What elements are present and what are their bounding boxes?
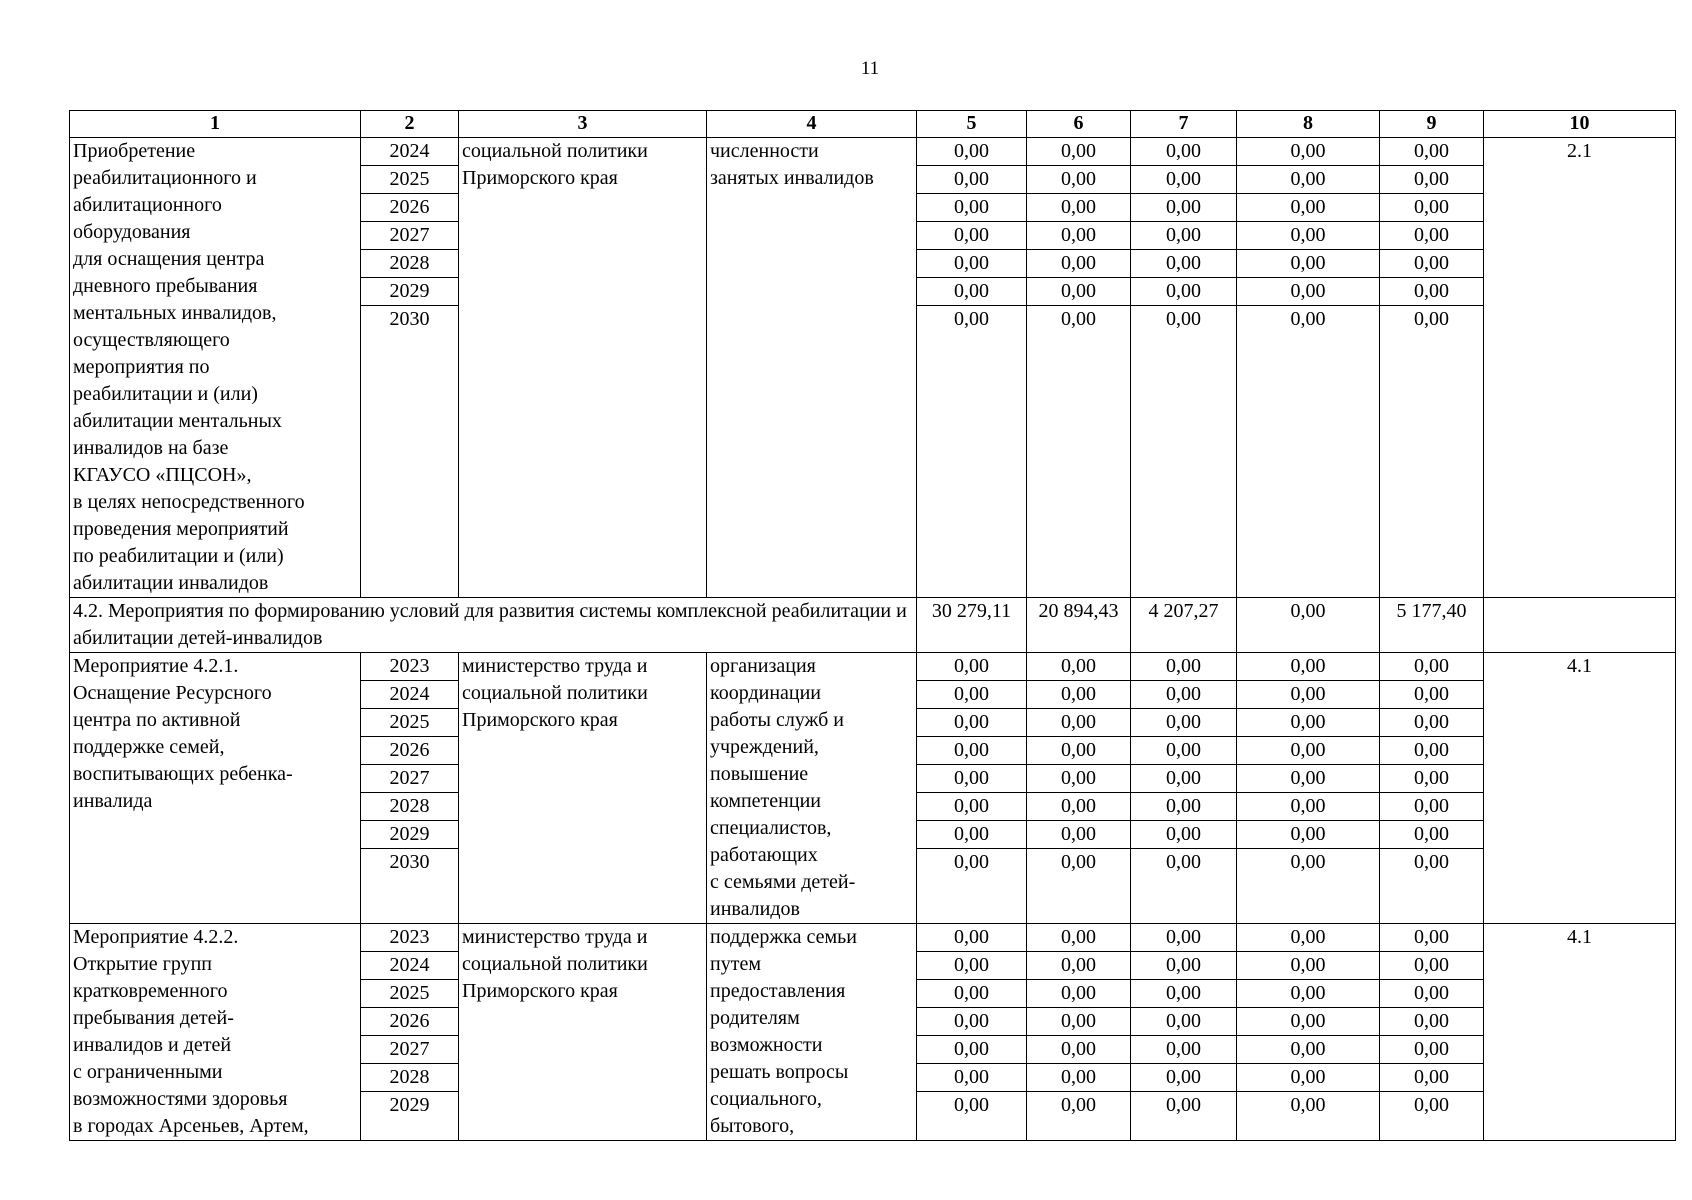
activity-row [70,653,1676,924]
text-line: возможности [710,1034,823,1056]
text-line: численности [710,140,819,162]
amount-value: 0,00 [1290,1094,1326,1116]
year-value: 2023 [361,924,458,952]
column-header: 3 [459,111,707,138]
text-line: центра по активной [73,709,241,731]
year-value: 2026 [361,194,458,222]
text-line: инвалидов и детей [73,1034,232,1056]
amount-value: 0,00 [917,222,1026,250]
text-line: путем [710,953,761,975]
amount-value: 0,00 [917,138,1026,166]
amount-value: 0,00 [1131,653,1236,681]
text-line: Оснащение Ресурсного [73,682,272,704]
column-header: 6 [1027,111,1131,138]
section-total-7: 4 207,27 [1131,598,1237,653]
year-value: 2025 [361,980,458,1008]
text-line: министерство труда и [462,926,648,948]
amount-value: 0,00 [1131,952,1236,980]
amount-value: 0,00 [1131,194,1236,222]
indicator-code: 4.1 [1484,653,1676,924]
amount-value: 0,00 [917,821,1026,849]
amount-value: 0,00 [917,1008,1026,1036]
amount-value: 0,00 [1027,952,1130,980]
amount-value: 0,00 [917,737,1026,765]
section-total-6: 20 894,43 [1027,598,1131,653]
amount-value: 0,00 [917,952,1026,980]
text-line: осуществляющего [73,329,230,351]
text-line: реабилитационного и [73,167,257,189]
amount-value: 0,00 [1380,653,1483,681]
executor [459,924,707,1141]
amount-value: 0,00 [1380,250,1483,278]
amount-value: 0,00 [1027,737,1130,765]
amount-value: 0,00 [1380,924,1483,952]
year-value: 2029 [361,278,458,306]
amount-value: 0,00 [1380,821,1483,849]
text-line: решать вопросы [710,1061,849,1083]
amount-value: 0,00 [1027,980,1130,1008]
amount-value: 0,00 [917,709,1026,737]
year-value: 2024 [361,138,458,166]
amount-value: 0,00 [1027,1008,1130,1036]
text-line: Приморского края [462,980,618,1002]
amount-value: 0,00 [1027,653,1130,681]
text-line: предоставления [710,980,846,1002]
column-header: 5 [917,111,1027,138]
amount-value: 0,00 [1380,1008,1483,1036]
amount-value: 0,00 [1237,765,1379,793]
amount-value: 0,00 [1027,1036,1130,1064]
text-line: Приобретение [73,140,196,162]
amount-value: 0,00 [954,851,989,873]
amount-value: 0,00 [1131,1008,1236,1036]
text-line: инвалидов на базе [73,437,229,459]
amount-value: 0,00 [1237,250,1379,278]
amount-value: 0,00 [1380,166,1483,194]
amount-value: 0,00 [1131,1036,1236,1064]
amount-value: 0,00 [1237,709,1379,737]
amount-value: 0,00 [1380,793,1483,821]
text-line: КГАУСО «ПЦСОН», [73,464,252,486]
text-line: министерство труда и [462,655,648,677]
year-value: 2026 [361,737,458,765]
amount-value: 0,00 [1166,308,1201,330]
amount-value: 0,00 [1380,737,1483,765]
text-line: поддержке семей, [73,736,225,758]
amount-value: 0,00 [1380,194,1483,222]
funding-col-8 [1237,138,1380,598]
funding-col-7 [1131,924,1237,1141]
amount-value: 0,00 [1027,1064,1130,1092]
amount-value: 0,00 [1380,681,1483,709]
funding-col-5 [917,924,1027,1141]
amount-value: 0,00 [1131,681,1236,709]
amount-value: 0,00 [1237,1036,1379,1064]
amount-value: 0,00 [917,1064,1026,1092]
column-header: 2 [361,111,459,138]
amount-value: 0,00 [1380,1064,1483,1092]
executor [459,138,707,598]
amount-value: 0,00 [917,278,1026,306]
amount-value: 0,00 [1131,737,1236,765]
year-value: 2024 [361,952,458,980]
amount-value: 0,00 [917,681,1026,709]
amount-value: 0,00 [1237,924,1379,952]
amount-value: 0,00 [1237,821,1379,849]
amount-value: 0,00 [1061,1094,1096,1116]
amount-value: 0,00 [1061,308,1096,330]
amount-value: 0,00 [917,250,1026,278]
text-line: абилитации ментальных [73,410,282,432]
amount-value: 0,00 [1131,222,1236,250]
text-line: социальной политики [462,682,648,704]
amount-value: 0,00 [1061,851,1096,873]
text-line: с ограниченными [73,1061,223,1083]
section-row [70,598,1676,653]
year-value: 2025 [361,709,458,737]
amount-value: 0,00 [1027,793,1130,821]
amount-value: 0,00 [1131,709,1236,737]
column-header: 4 [707,111,917,138]
text-line: социальной политики [462,953,648,975]
text-line: социальной политики [462,140,648,162]
amount-value: 0,00 [917,924,1026,952]
column-header: 8 [1237,111,1380,138]
amount-value: 0,00 [954,308,989,330]
text-line: поддержка семьи [710,926,857,948]
amount-value: 0,00 [1380,278,1483,306]
text-line: с семьями детей- [710,871,856,893]
column-header: 1 [70,111,361,138]
amount-value: 0,00 [917,194,1026,222]
text-line: инвалидов [710,898,800,920]
activity-name [70,138,361,598]
amount-value: 0,00 [1131,924,1236,952]
amount-value: 0,00 [1237,793,1379,821]
column-header: 7 [1131,111,1237,138]
amount-value: 0,00 [917,980,1026,1008]
text-line: Мероприятие 4.2.2. [73,926,239,948]
amount-value: 0,00 [1237,1008,1379,1036]
amount-value: 0,00 [1237,737,1379,765]
amount-value: 0,00 [1237,278,1379,306]
text-line: организация [710,655,816,677]
amount-value: 0,00 [1027,924,1130,952]
text-line: учреждений, [710,736,819,758]
amount-value: 0,00 [1027,278,1130,306]
year-value: 2025 [361,166,458,194]
amount-value: 0,00 [1414,851,1449,873]
text-line: реабилитации и (или) [73,383,258,405]
activity-row [70,924,1676,1141]
text-line: повышение [710,763,809,785]
indicator-code: 4.1 [1484,924,1676,1141]
amount-value: 0,00 [1131,980,1236,1008]
year-value: 2028 [361,1064,458,1092]
activity-row [70,138,1676,598]
amount-value: 0,00 [1027,709,1130,737]
funding-col-8 [1237,924,1380,1141]
funding-col-9 [1380,653,1484,924]
expected-result [707,653,917,924]
funding-col-9 [1380,138,1484,598]
text-line: возможностями здоровья [73,1088,288,1110]
column-header: 9 [1380,111,1484,138]
amount-value: 0,00 [1131,166,1236,194]
year-value: 2027 [361,1036,458,1064]
text-line: бытового, [710,1115,795,1137]
activity-name [70,653,361,924]
amount-value: 0,00 [1027,821,1130,849]
amount-value: 0,00 [1027,166,1130,194]
amount-value: 0,00 [1027,681,1130,709]
amount-value: 0,00 [1290,851,1326,873]
amount-value: 0,00 [1131,278,1236,306]
text-line: дневного пребывания [73,275,258,297]
amount-value: 0,00 [1166,851,1201,873]
amount-value: 0,00 [1027,250,1130,278]
text-line: специалистов, [710,817,832,839]
amount-value: 0,00 [1027,194,1130,222]
text-line: Открытие групп [73,953,213,975]
funding-col-6 [1027,138,1131,598]
amount-value: 0,00 [917,793,1026,821]
amount-value: 0,00 [1380,765,1483,793]
amount-value: 0,00 [1380,980,1483,1008]
text-line: инвалида [73,790,153,812]
year-value: 2029 [389,1094,430,1116]
funding-col-8 [1237,653,1380,924]
text-line: работы служб и [710,709,844,731]
amount-value: 0,00 [954,1094,989,1116]
amount-value: 0,00 [1237,194,1379,222]
text-line: мероприятия по [73,356,210,378]
funding-col-7 [1131,138,1237,598]
text-line: абилитационного [73,194,222,216]
text-line: проведения мероприятий [73,518,289,540]
header-row [70,111,1676,138]
text-line: занятых инвалидов [710,167,874,189]
year-value: 2029 [361,821,458,849]
amount-value: 0,00 [917,1036,1026,1064]
text-line: воспитывающих ребенка- [73,763,293,785]
amount-value: 0,00 [1237,138,1379,166]
amount-value: 0,00 [1027,765,1130,793]
amount-value: 0,00 [1131,250,1236,278]
section-code [1484,598,1676,653]
amount-value: 0,00 [1380,952,1483,980]
text-line: для оснащения центра [73,248,265,270]
year-value: 2026 [361,1008,458,1036]
text-line: кратковременного [73,980,228,1002]
year-value: 2023 [361,653,458,681]
year-value: 2028 [361,793,458,821]
amount-value: 0,00 [1166,1094,1201,1116]
text-line: Мероприятие 4.2.1. [73,655,239,677]
section-total-8: 0,00 [1237,598,1380,653]
text-line: Приморского края [462,709,618,731]
section-title: 4.2. Мероприятия по формированию условий для развития системы комплексной реабилитации и абилитации детей-инвалидов [70,598,917,653]
amount-value: 0,00 [1290,308,1326,330]
program-table [69,110,1676,1141]
amount-value: 0,00 [1237,222,1379,250]
text-line: оборудования [73,221,191,243]
amount-value: 0,00 [1237,952,1379,980]
funding-col-7 [1131,653,1237,924]
year-value: 2030 [389,308,430,330]
amount-value: 0,00 [1380,138,1483,166]
amount-value: 0,00 [1237,653,1379,681]
executor [459,653,707,924]
year-list [361,924,459,1141]
funding-col-6 [1027,924,1131,1141]
text-line: в городах Арсеньев, Артем, [73,1115,309,1137]
year-value: 2028 [361,250,458,278]
amount-value: 0,00 [1027,222,1130,250]
amount-value: 0,00 [1380,709,1483,737]
text-line: социального, [710,1088,822,1110]
page-number: 11 [860,58,880,79]
amount-value: 0,00 [917,166,1026,194]
text-line: абилитации инвалидов [73,572,269,594]
amount-value: 0,00 [1237,681,1379,709]
amount-value: 0,00 [1414,308,1449,330]
amount-value: 0,00 [1131,765,1236,793]
funding-col-5 [917,138,1027,598]
text-line: работающих [710,844,818,866]
text-line: ментальных инвалидов, [73,302,277,324]
amount-value: 0,00 [917,653,1026,681]
year-list [361,653,459,924]
amount-value: 0,00 [1131,821,1236,849]
amount-value: 0,00 [1237,166,1379,194]
funding-col-5 [917,653,1027,924]
amount-value: 0,00 [1131,138,1236,166]
year-value: 2024 [361,681,458,709]
section-total-5: 30 279,11 [917,598,1027,653]
text-line: Приморского края [462,167,618,189]
amount-value: 0,00 [1131,1064,1236,1092]
amount-value: 0,00 [1380,1036,1483,1064]
year-value: 2027 [361,765,458,793]
expected-result [707,924,917,1141]
text-line: по реабилитации и (или) [73,545,284,567]
amount-value: 0,00 [1237,980,1379,1008]
text-line: пребывания детей- [73,1007,234,1029]
amount-value: 0,00 [1414,1094,1449,1116]
funding-col-9 [1380,924,1484,1141]
year-list [361,138,459,598]
text-line: координации [710,682,822,704]
amount-value: 0,00 [1131,793,1236,821]
amount-value: 0,00 [1027,138,1130,166]
text-line: компетенции [710,790,821,812]
text-line: родителям [710,1007,800,1029]
section-total-9: 5 177,40 [1380,598,1484,653]
funding-col-6 [1027,653,1131,924]
indicator-code: 2.1 [1484,138,1676,598]
column-header: 10 [1484,111,1676,138]
amount-value: 0,00 [1380,222,1483,250]
expected-result [707,138,917,598]
amount-value: 0,00 [917,765,1026,793]
text-line: в целях непосредственного [73,491,305,513]
amount-value: 0,00 [1237,1064,1379,1092]
year-value: 2027 [361,222,458,250]
year-value: 2030 [389,851,430,873]
activity-name [70,924,361,1141]
